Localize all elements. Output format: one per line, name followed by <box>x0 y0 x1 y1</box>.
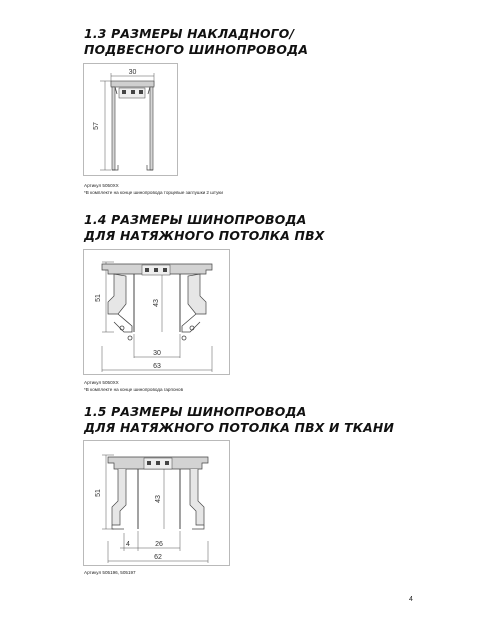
dimension-width-label: 30 <box>128 69 137 76</box>
section-1-4-caption-note: *В комплекте на конце шинопровода гарпонов <box>84 387 184 392</box>
section-1-3-title-line2: ПОДВЕСНОГО ШИНОПРОВОДА <box>84 42 309 57</box>
section-1-4-diagram <box>83 249 230 375</box>
dimension-total-width-label: 62 <box>154 554 162 561</box>
dimension-total-width-label: 63 <box>153 363 161 370</box>
dimension-inner-height-label: 43 <box>155 495 162 503</box>
stretch-ceiling-track-profile-drawing <box>84 250 229 374</box>
section-1-4-title-line2: ДЛЯ НАТЯЖНОГО ПОТОЛКА ПВХ <box>84 228 325 243</box>
section-1-3-diagram <box>83 63 178 176</box>
dimension-inner-height-label: 43 <box>153 299 160 307</box>
section-1-5-title-line2: ДЛЯ НАТЯЖНОГО ПОТОЛКА ПВХ И ТКАНИ <box>84 420 395 435</box>
dimension-total-height-label: 51 <box>95 489 102 497</box>
dimension-offset-label: 4 <box>126 541 130 548</box>
section-1-5-title-line1: 1.5 РАЗМЕРЫ ШИНОПРОВОДА <box>84 404 307 419</box>
dimension-inner-width-label: 30 <box>153 350 161 357</box>
section-1-4-title-line1: 1.4 РАЗМЕРЫ ШИНОПРОВОДА <box>84 212 307 227</box>
section-1-3-caption-note: *В комплекте на конце шинопровода торцевые заглушки 2 штуки <box>84 190 223 195</box>
surface-track-profile-drawing <box>84 64 177 175</box>
section-1-3-caption-article: Артикул 5050XX <box>84 183 119 188</box>
section-1-4-caption-article: Артикул 5050XX <box>84 380 119 385</box>
section-1-3-title-line1: 1.3 РАЗМЕРЫ НАКЛАДНОГО/ <box>84 26 295 41</box>
page-number: 4 <box>409 596 413 603</box>
dimension-inner-width-label: 26 <box>155 541 163 548</box>
section-1-5-diagram <box>83 440 230 566</box>
dimension-total-height-label: 51 <box>95 294 102 302</box>
fabric-ceiling-track-profile-drawing <box>84 441 229 565</box>
section-1-5-caption-article: Артикул 505196, 505197 <box>84 570 136 575</box>
dimension-height-label: 57 <box>93 122 100 130</box>
